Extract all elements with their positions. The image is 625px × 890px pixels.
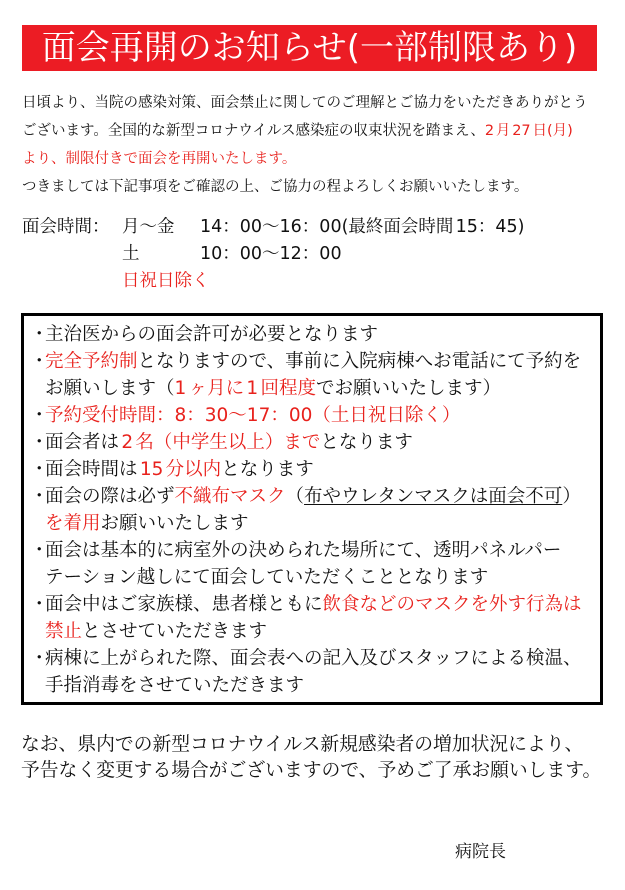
rule-text: 面会は基本的に病室外の決められた場所にて、透明パネルパー [45,540,562,561]
intro-line [22,145,588,173]
bullet: ・ [30,351,49,372]
rule-text: 主治医からの面会許可が必要となります [45,324,379,345]
rule-item-continuation [30,510,600,537]
intro-line [22,89,588,117]
bullet: ・ [30,405,49,426]
bullet: ・ [30,648,49,669]
bullet: ・ [30,459,49,480]
rule-text: ） [562,486,581,507]
intro-text: ございます。全国的な新型コロナウイルス感染症の収束状況を踏まえ、 [22,123,485,139]
rule-text: 面会中はご家族様、患者様ともに [45,594,323,615]
hours-row-exception [22,268,612,295]
footer-text: 予告なく変更する場合がございますので、予めご了承お願いします。 [21,760,602,781]
bullet: ・ [30,486,49,507]
rule-item [30,537,600,564]
rule-text: 面会の際は必ず [45,486,175,507]
bullet: ・ [30,594,49,615]
rule-text: とさせていただきます [82,621,268,642]
rule-emphasis: 飲食などのマスクを外す行為は [322,594,582,615]
signature: 病院長 [455,842,506,862]
rule-emphasis: 1ヶ月に1回程度 [174,378,316,399]
reopen-statement: より、制限付きで面会を再開いたします。 [22,151,297,167]
rule-item-continuation [30,375,600,402]
rule-emphasis: 2名（中学生以上）まで [121,432,321,453]
rule-text: 面会者は [45,432,122,453]
rule-item-continuation [30,564,600,591]
intro-text: 日頃より、当院の感染対策、面会禁止に関してのご理解とご協力をいただきありがとう [22,95,588,111]
reopen-date: 2月27日(月) [484,123,573,139]
rule-item [30,348,600,375]
visiting-hours [22,214,612,295]
rule-emphasis: 不織布マスク [174,486,286,507]
hours-row-saturday [22,241,612,268]
rule-text: 面会時間は [45,459,140,480]
rule-text: となりますので、事前に入院病棟へお電話にて予約を [137,351,582,372]
hours-row-weekday [22,214,612,241]
rule-item-continuation [30,618,600,645]
rule-item [30,429,600,456]
rule-text: 手指消毒をさせていただきます [45,675,305,696]
rule-text: でお願いいたします） [316,378,502,399]
hours-time: 14：00～16：00(最終面会時間15：45) [200,217,525,237]
rule-item-continuation [30,672,600,699]
bullet: ・ [30,432,49,453]
intro-paragraph [22,89,588,201]
rule-item [30,591,600,618]
rule-text: お願いします（ [45,378,175,399]
hours-label: 面会時間： [22,217,110,237]
title-banner [22,25,597,71]
rule-emphasis: 予約受付時間：8：30～17：00（土日祝日除く） [45,405,461,426]
rule-item [30,402,600,429]
rule-emphasis: 完全予約制 [45,351,138,372]
rule-underlined: 布やウレタンマスクは面会不可 [304,486,563,507]
rule-text: となります [221,459,314,480]
rule-text: 病棟に上がられた際、面会表への記入及びスタッフによる検温、 [45,648,582,669]
rule-emphasis: 禁止 [45,621,83,642]
rule-text: テーション越しにて面会していただくこととなります [45,567,489,588]
intro-line [22,173,588,201]
footer-text: なお、県内での新型コロナウイルス新規感染者の増加状況により、 [21,734,584,755]
rules-box [21,313,603,705]
hours-exception: 日祝日除く [122,271,210,291]
rule-item [30,645,600,672]
rule-item [30,456,600,483]
rule-emphasis: を着用 [45,513,101,534]
page-title: 面会再開のお知らせ(一部制限あり) [41,28,578,68]
rule-item [30,483,600,510]
hours-time: 10：00～12：00 [200,244,342,264]
hours-days: 月～金 [122,217,175,237]
rule-item [30,321,600,348]
rule-text: お願いいたします [100,513,249,534]
rule-text: となります [320,432,413,453]
footer-line [21,732,601,758]
bullet: ・ [30,324,49,345]
footer-line [21,758,601,784]
footer-note [21,732,601,784]
hours-days: 土 [122,244,140,264]
rule-text: （ [285,486,305,507]
intro-text: つきましては下記事項をご確認の上、ご協力の程よろしくお願いいたします。 [22,179,529,195]
bullet: ・ [30,540,49,561]
rule-emphasis: 15分以内 [139,459,222,480]
intro-line [22,117,588,145]
